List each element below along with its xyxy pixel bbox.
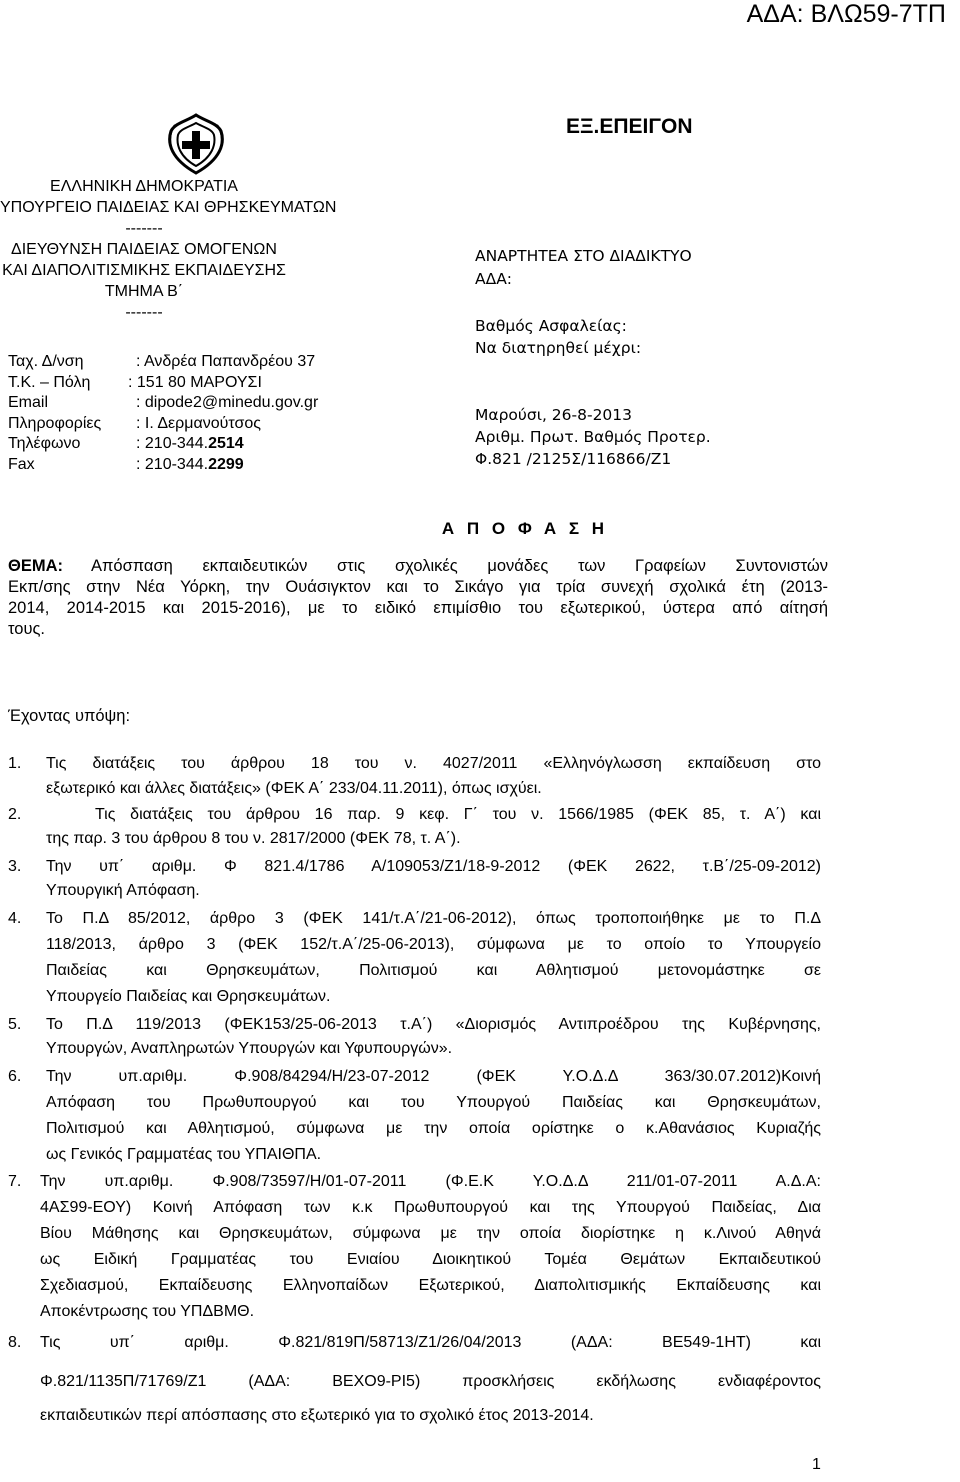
subject-paragraph [8, 556, 828, 640]
list-number: 1. [8, 755, 22, 772]
contact-value: : Ι. Δερμανούτσος [136, 414, 261, 432]
ada-label: ΑΔΑ: [475, 270, 513, 288]
contact-label: Τ.Κ. – Πόλη [8, 373, 91, 391]
considering-heading: Έχοντας υπόψη: [8, 707, 131, 725]
urgent-label: ΕΞ.ΕΠΕΙΓΟΝ [566, 115, 693, 138]
greek-emblem-icon [165, 113, 227, 175]
sender-line: ΚΑΙ ΔΙΑΠΟΛΙΤΙΣΜΙΚΗΣ ΕΚΠΑΙΔΕΥΣΗΣ [2, 262, 286, 279]
contact-label: Fax [8, 455, 35, 473]
subject-line: Εκπ/σης στην Νέα Υόρκη, την Ουάσιγκτον και το Σικάγο για τρία συνεχή σχολικά έτη (2013- [8, 578, 828, 596]
list-item-line: Την υπ.αριθμ. Φ.908/84294/Η/23-07-2012 (ΦΕΚ Υ.Ο.Δ.Δ 363/30.07.2012)Κοινή [46, 1068, 821, 1085]
list-item-line: Βίου Μάθησης και Θρησκευμάτων, σύμφωνα με την οποία διορίστηκε η κ.Λινού Αθηνά [40, 1225, 821, 1242]
protocol-label: Αριθμ. Πρωτ. Βαθμός Προτερ. [475, 428, 711, 446]
list-number: 6. [8, 1068, 22, 1085]
sender-line: ΤΜΗΜΑ Β΄ [104, 283, 184, 300]
list-item-line: Παιδείας και Θρησκευμάτων, Πολιτισμού και Αθλητισμού μετονομάστηκε σε [46, 962, 821, 979]
sender-line: ΕΛΛΗΝΙΚΗ ΔΗΜΟΚΡΑΤΙΑ [50, 178, 238, 195]
contact-value: : 210-344.2514 [136, 435, 244, 452]
document-title: Α Π Ο Φ Α Σ Η [441, 519, 609, 538]
list-number: 4. [8, 910, 22, 927]
list-item-line: Το Π.Δ 85/2012, άρθρο 3 (ΦΕΚ 141/τ.Α΄/21-06-2012), όπως τροποποιήθηκε με το Π.Δ [46, 910, 821, 927]
subject-line: Απόσπαση εκπαιδευτικών στις σχολικές μονάδες των Γραφείων Συντονιστών [91, 557, 828, 575]
list-item-line: εξωτερικό και άλλες διατάξεις» (ΦΕΚ Α΄ 233/04.11.2011), όπως ισχύει. [46, 780, 542, 797]
list-item-line: Σχεδιασμού, Εκπαίδευσης Ελληνοπαίδων Εξωτερικού, Διαπολιτισμικής Εκπαίδευσης και [40, 1277, 821, 1294]
page-number: 1 [812, 1456, 821, 1473]
security-label: Βαθμός Ασφαλείας: [475, 317, 627, 335]
contact-email[interactable]: : dipode2@minedu.gov.gr [136, 394, 319, 411]
list-item-line: Πολιτισμού και Αθλητισμού, σύμφωνα με την οποία ορίστηκε ο κ.Αθανάσιος Κυριαζής [46, 1120, 821, 1137]
contact-value: : 151 80 ΜΑΡΟΥΣΙ [128, 373, 262, 391]
list-number: 8. [8, 1334, 22, 1351]
list-item-line: Αποκέντρωσης του ΥΠΔΒΜΘ. [40, 1303, 255, 1320]
list-item-line: Την υπ.αριθμ. Φ.908/73597/Η/01-07-2011 (Φ.Ε.Κ Υ.Ο.Δ.Δ 211/01-07-2011 Α.Δ.Α: [40, 1173, 821, 1190]
document-date: Μαρούσι, 26-8-2013 [475, 406, 633, 424]
contact-label: Τηλέφωνο [8, 435, 81, 452]
list-item-line: Το Π.Δ 119/2013 (ΦΕΚ153/25-06-2013 τ.Α΄) «Διορισμός Αντιπροέδρου της Κυβέρνησης, [46, 1016, 821, 1033]
list-item-line: Υπουργική Απόφαση. [46, 882, 200, 899]
list-item-line: 118/2013, άρθρο 3 (ΦΕΚ 152/τ.Α΄/25-06-2013), σύμφωνα με το οποίο το Υπουργείο [46, 936, 821, 953]
contact-label: Email [8, 394, 49, 411]
list-item-line: Φ.821/1135Π/71769/Ζ1 (ΑΔΑ: ΒΕΧΟ9-ΡΙ5) προσκλήσεις εκδήλωσης ενδιαφέροντος [40, 1373, 821, 1390]
subject-line: 2014, 2014-2015 και 2015-2016), με το ειδικό επιμίσθιο του εξωτερικού, ύστερα από αίτησή [8, 599, 828, 617]
list-item-line: Τις υπ΄ αριθμ. Φ.821/819Π/58713/Ζ1/26/04/2013 (ΑΔΑ: ΒΕ549-1ΗΤ) και [40, 1334, 821, 1351]
list-number: 5. [8, 1016, 22, 1033]
list-item-line: Την υπ΄ αριθμ. Φ 821.4/1786 Α/109053/Ζ1/18-9-2012 (ΦΕΚ 2622, τ.Β΄/25-09-2012) [46, 858, 821, 875]
list-item-line: 4ΑΣ99-ΕΟΥ) Κοινή Απόφαση των κ.κ Πρωθυπουργού και της Υπουργού Παιδείας, Δια [40, 1199, 821, 1216]
sender-line: ------- [125, 220, 163, 237]
sender-line: ΥΠΟΥΡΓΕΙΟ ΠΑΙΔΕΙΑΣ ΚΑΙ ΘΡΗΣΚΕΥΜΑΤΩΝ [0, 199, 337, 216]
list-item-line: Υπουργείο Παιδείας και Θρησκευμάτων. [46, 988, 331, 1005]
list-number: 7. [8, 1173, 22, 1190]
list-item-line: Απόφαση του Πρωθυπουργού και του Υπουργού Παιδείας και Θρησκευμάτων, [46, 1094, 821, 1111]
list-number: 3. [8, 858, 22, 875]
protocol-ref: Φ.821 /2125Σ/116866/Ζ1 [475, 450, 672, 468]
publish-label: ΑΝΑΡΤΗΤΕΑ ΣΤΟ ΔΙΑΔΙΚΤΥΟ [475, 247, 692, 265]
subject-line: τους. [8, 620, 46, 638]
sender-line: ΔΙΕΥΘΥΝΣΗ ΠΑΙΔΕΙΑΣ ΟΜΟΓΕΝΩΝ [11, 241, 277, 258]
list-item-line: ως Γενικός Γραμματέας του ΥΠΑΙΘΠΑ. [46, 1146, 322, 1163]
contact-label: Ταχ. Δ/νση [8, 353, 84, 370]
subject-label: ΘΕΜΑ: [8, 557, 63, 575]
list-number: 2. [8, 806, 22, 823]
contact-value: : 210-344.2299 [136, 455, 244, 473]
list-item-line: της παρ. 3 του άρθρου 8 του ν. 2817/2000 (ΦΕΚ 78, τ. Α΄). [46, 830, 461, 847]
list-item-line: Τις διατάξεις του άρθρου 18 του ν. 4027/2011 «Ελληνόγλωσση εκπαίδευση στο [46, 755, 821, 772]
sender-line: ------- [125, 304, 163, 321]
contact-value: : Ανδρέα Παπανδρέου 37 [136, 353, 316, 370]
list-item-line: εκπαιδευτικών περί απόσπασης στο εξωτερικό για το σχολικό έτος 2013-2014. [40, 1407, 594, 1424]
ada-header: ΑΔΑ: ΒΛΩ59-7ΤΠ [746, 0, 946, 28]
list-item-line: Υπουργών, Αναπληρωτών Υπουργών και Υφυπουργών». [46, 1040, 453, 1057]
keep-until-label: Να διατηρηθεί μέχρι: [475, 339, 642, 357]
sender-block [0, 176, 337, 323]
list-item-line: Τις διατάξεις του άρθρου 16 παρ. 9 κεφ. Γ΄ του ν. 1566/1985 (ΦΕΚ 85, τ. Α΄) και [95, 806, 821, 823]
list-item-line: ως Ειδική Γραμματέας του Ενιαίου Διοικητικού Τομέα Θεμάτων Εκπαιδευτικού [40, 1251, 821, 1268]
contact-label: Πληροφορίες [8, 414, 102, 432]
